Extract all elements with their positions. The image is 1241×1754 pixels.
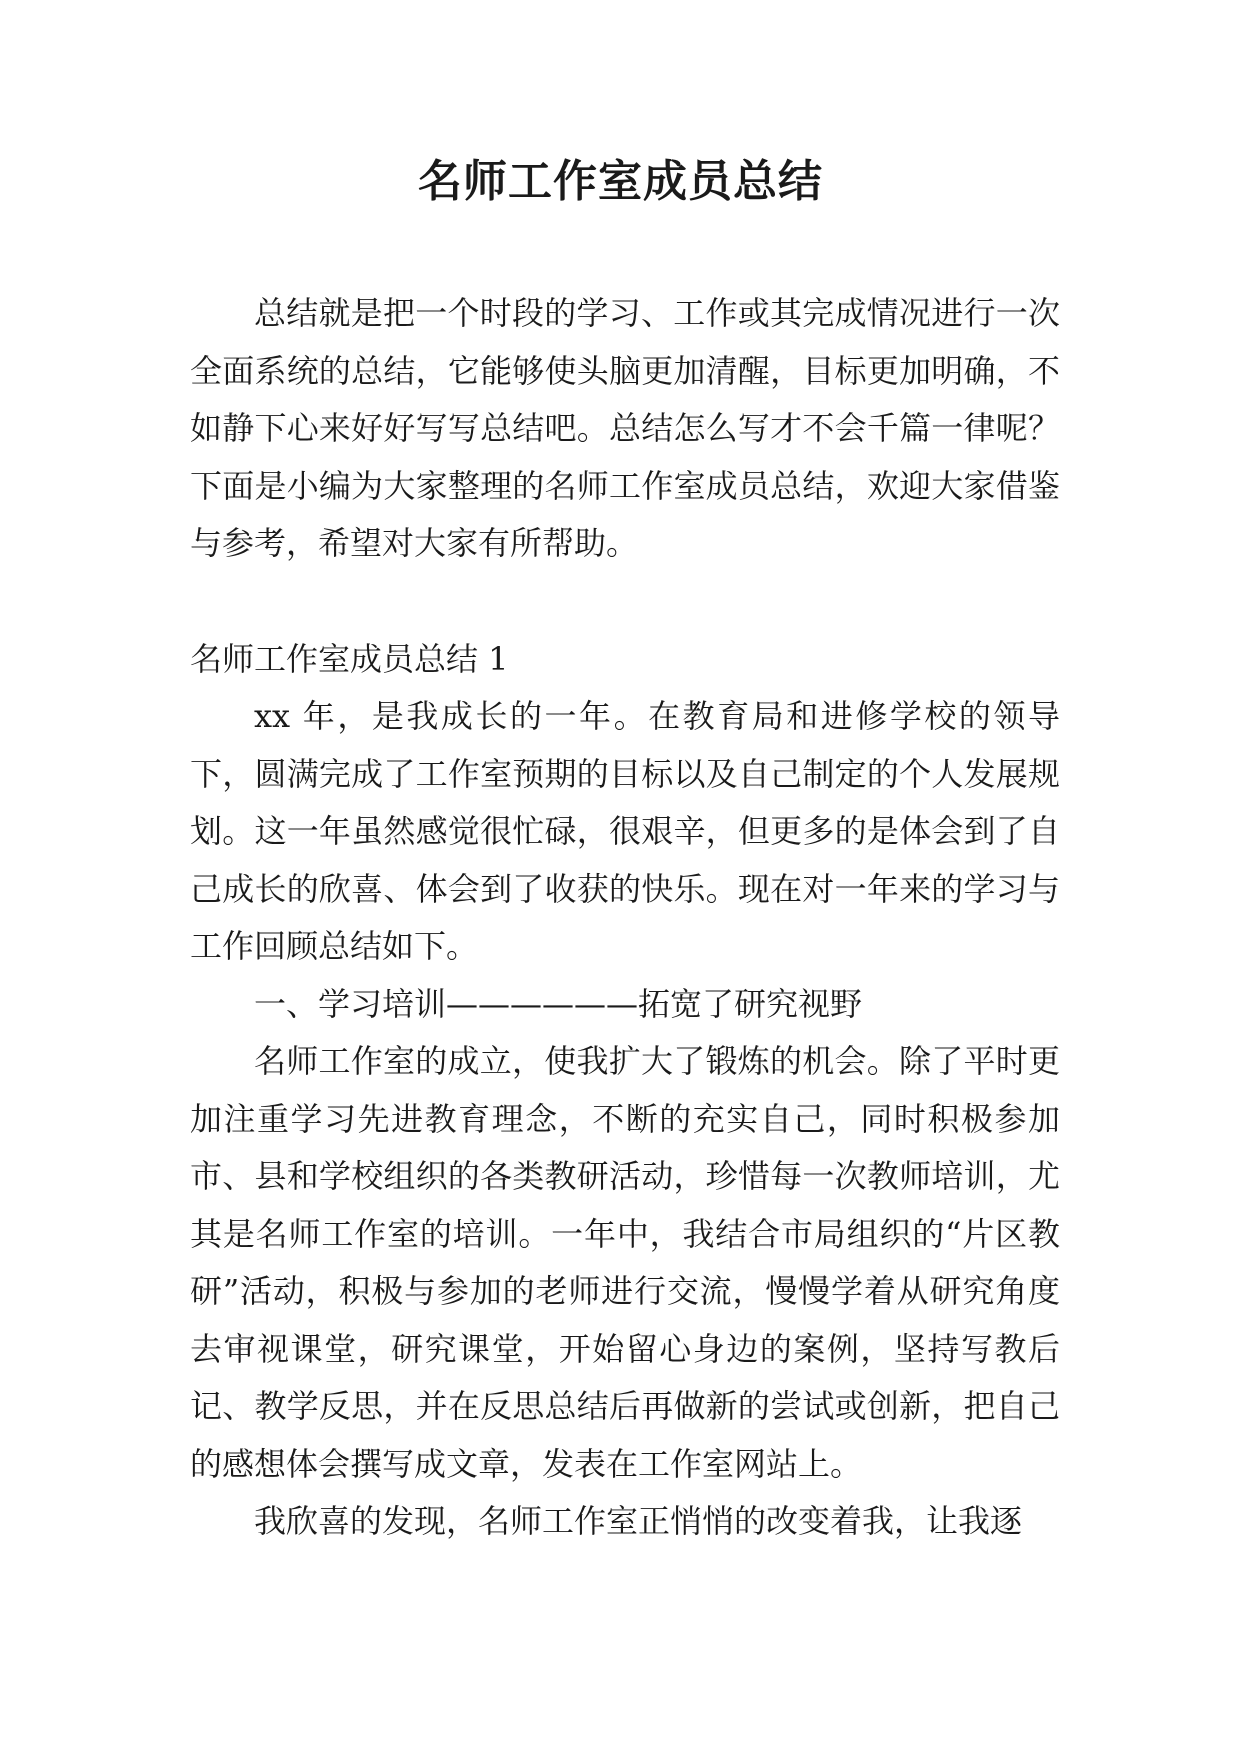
document-title: 名师工作室成员总结 — [418, 156, 823, 207]
section-heading: 名师工作室成员总结 1 — [190, 639, 509, 678]
intro-paragraph: 总结就是把一个时段的学习、工作或其完成情况进行一次全面系统的总结，它能够使头脑更加清醒，目标更加明确，不如静下心来好好写写总结吧。总结怎么写才不会千篇一律呢？下面是小编为大家整理的名师工作室成员总结，欢迎大家借鉴与参考，希望对大家有所帮助。 — [190, 294, 1060, 562]
subsection-heading: 一、学习培训——————拓宽了研究视野 — [254, 984, 863, 1023]
document-body — [190, 285, 1060, 1551]
body-paragraph: 我欣喜的发现，名师工作室正悄悄的改变着我，让我逐 — [254, 1502, 1023, 1540]
body-paragraph: 名师工作室的成立，使我扩大了锻炼的机会。除了平时更加注重学习先进教育理念，不断的充实自己，同时积极参加市、县和学校组织的各类教研活动，珍惜每一次教师培训，尤其是名师工作室的培训。一年中，我结合市局组织的“片区教研”活动，积极与参加的老师进行交流，慢慢学着从研究角度去审视课堂，研究课堂，开始留心身边的案例，坚持写教后记、教学反思，并在反思总结后再做新的尝试或创新，把自己的感想体会撰写成文章，发表在工作室网站上。 — [190, 1042, 1060, 1483]
body-paragraph: xx 年，是我成长的一年。在教育局和进修学校的领导下，圆满完成了工作室预期的目标以及自己制定的个人发展规划。这一年虽然感觉很忙碌，很艰辛，但更多的是体会到了自己成长的欣喜、体会到了收获的快乐。现在对一年来的学习与工作回顾总结如下。 — [190, 697, 1060, 965]
